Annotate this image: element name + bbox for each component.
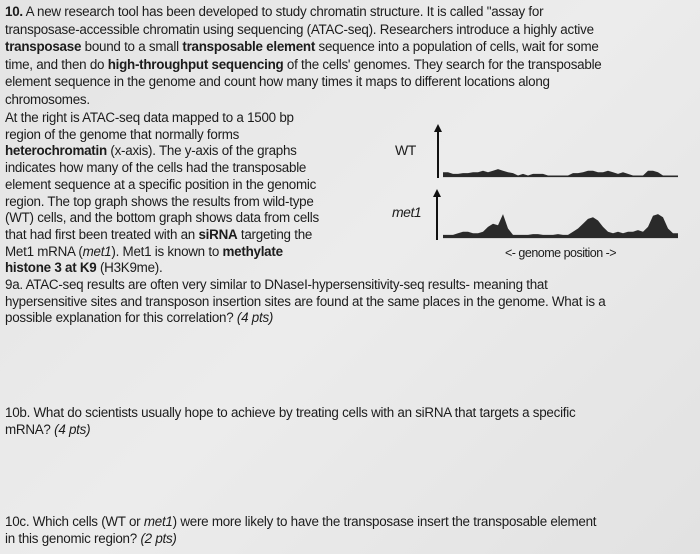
text-segment: indicates how many of the cells had the transposable [5, 160, 307, 176]
text-segment: A new research tool has been developed to study chromatin structure. It is called "assay for [22, 4, 544, 19]
text-segment: met1 [82, 243, 112, 259]
text-segment: (2 pts) [140, 530, 177, 546]
bold-term: transposable element [182, 39, 316, 55]
bold-term: transposase [5, 39, 82, 55]
bold-term: siRNA [198, 226, 238, 242]
bold-term: heterochromatin [5, 143, 107, 159]
text-segment: possible explanation for this correlation? [5, 310, 237, 326]
wt-track-label: WT [395, 142, 416, 158]
bold-term: 10. [5, 4, 23, 19]
text-segment: bound to a small [81, 39, 183, 55]
text-segment: ) were more likely to have the transposase insert the transposable element [172, 514, 597, 529]
text-segment: (4 pts) [236, 310, 274, 326]
text-segment: sequence into a population of cells, wait for some [315, 39, 599, 55]
text-segment: (WT) cells, and the bottom graph shows data from cells [5, 210, 319, 226]
text-segment: mRNA? [5, 421, 55, 437]
met1-y-axis-arrow [433, 189, 441, 240]
text-segment: region. The top graph shows the results from wild-type [5, 193, 314, 209]
text-segment: (H3K9me). [96, 260, 163, 276]
text-segment: 10c. Which cells (WT or [5, 514, 144, 529]
text-segment: time, and then do [5, 56, 108, 72]
text-segment: At the right is ATAC-seq data mapped to a 1500 bp [5, 110, 294, 125]
text-segment: ). Met1 is known to [111, 243, 223, 259]
text-segment: element sequence at a specific position in the genomic [5, 176, 317, 192]
text-segment: of the cells' genomes. They search for the transposable [283, 56, 602, 72]
text-segment: transposase-accessible chromatin using sequencing (ATAC-seq). Researchers introduce a highly active [5, 21, 594, 37]
bold-term: high-throughput sequencing [107, 56, 284, 72]
met1-track-label: met1 [392, 204, 422, 220]
text-segment: Met1 mRNA ( [5, 243, 83, 259]
text-segment: that had first been treated with an [5, 226, 199, 242]
x-axis-label: <- genome position -> [505, 246, 617, 260]
met1-signal-profile [443, 214, 678, 238]
text-segment: 10b. What do scientists usually hope to achieve by treating cells with an siRNA that targets a specific [5, 405, 576, 420]
text-segment: 9a. ATAC-seq results are often very similar to DNaseI-hypersensitivity-seq results- meaning that [5, 277, 548, 292]
bold-term: methylate [222, 243, 283, 259]
bold-term: histone 3 at K9 [5, 260, 97, 276]
text-segment: (4 pts) [54, 421, 91, 437]
text-segment: region of the genome that normally forms [5, 126, 240, 142]
text-segment: met1 [143, 514, 173, 529]
text-segment: chromosomes. [5, 92, 90, 107]
text-segment: targeting the [237, 226, 313, 242]
text-segment: element sequence in the genome and count how many times it maps to different locations along [5, 74, 550, 90]
WT-signal-profile [443, 169, 678, 177]
text-segment: (x-axis). The y-axis of the graphs [106, 143, 297, 159]
text-segment: in this genomic region? [5, 530, 141, 546]
text-segment: hypersensitive sites and transposon insertion sites are found at the same places in the genome. What is a [5, 293, 606, 309]
wt-y-axis-arrow [434, 124, 442, 178]
